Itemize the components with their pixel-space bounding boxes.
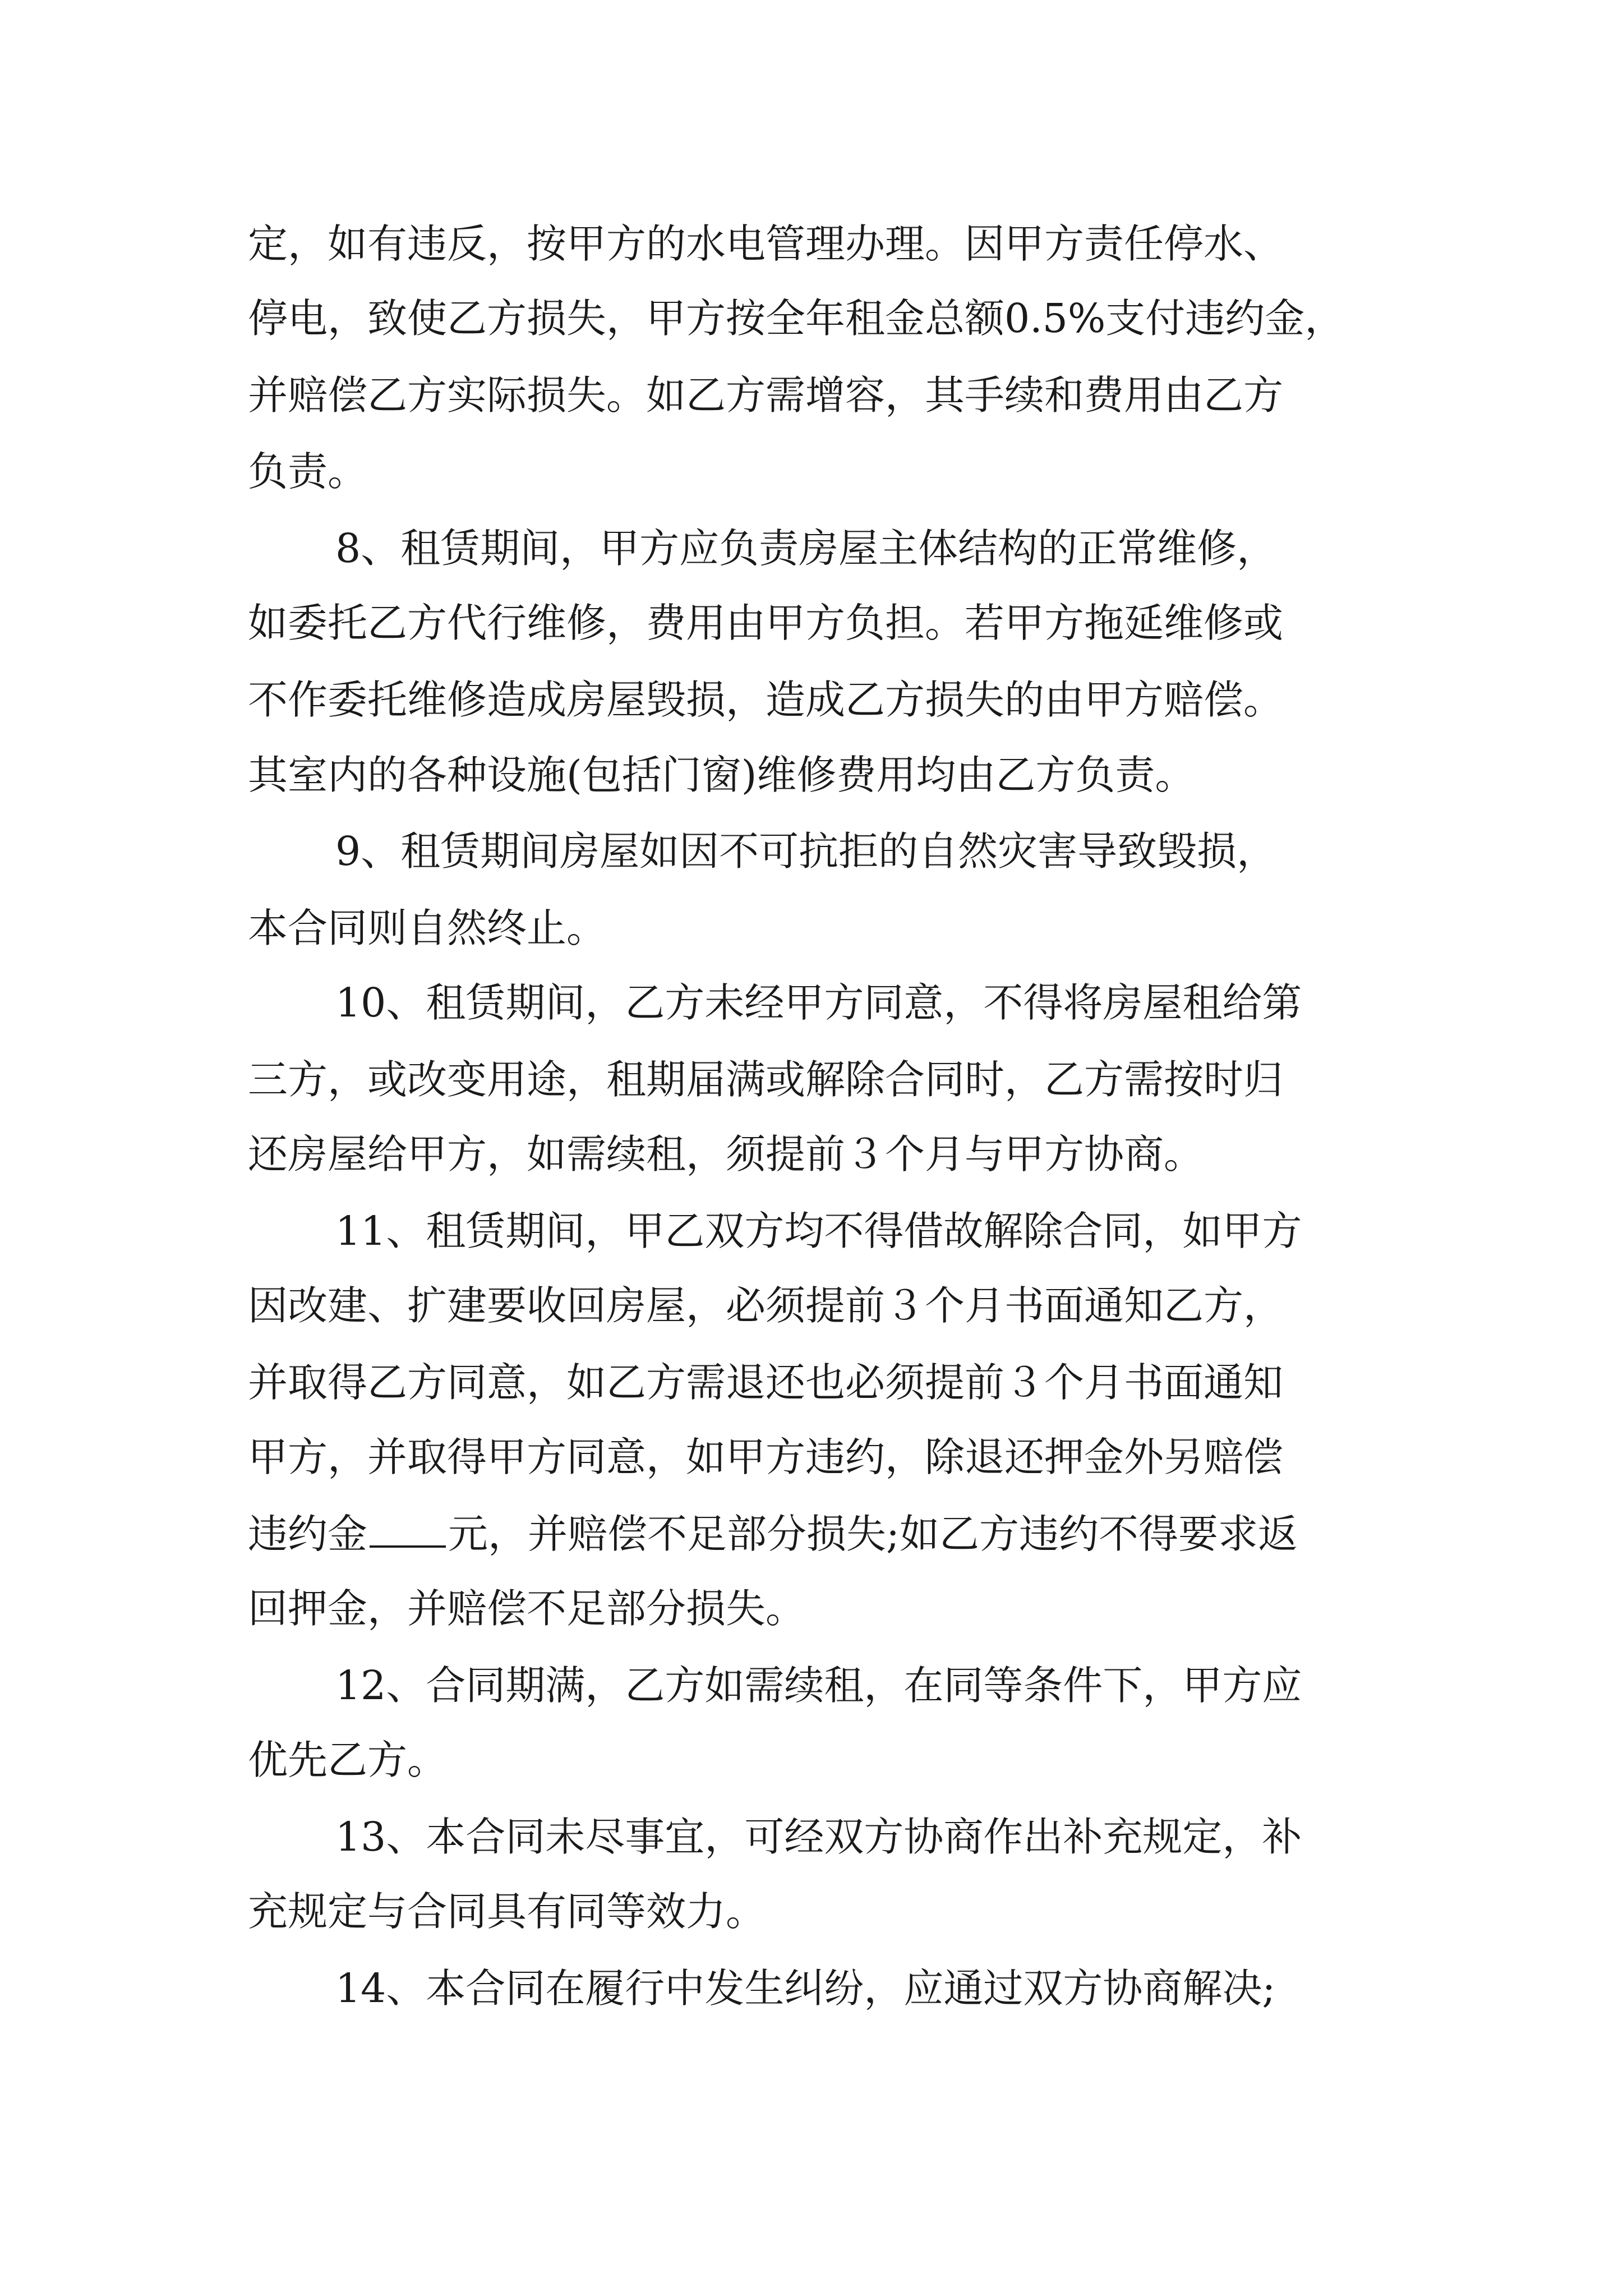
text-line: 优先乙方。	[248, 1737, 448, 1783]
text-line: 本合同则自然终止。	[248, 905, 607, 951]
text-line: 其室内的各种设施(包括门窗)维修费用均由乙方负责。	[248, 752, 1195, 798]
text-line: 充规定与合同具有同等效力。	[248, 1888, 766, 1935]
text-line: 回押金，并赔偿不足部分损失。	[248, 1585, 806, 1632]
text-line: 不作委托维修造成房屋毁损，造成乙方损失的由甲方赔偿。	[248, 677, 1284, 723]
text-segment: 违约金	[248, 1511, 368, 1557]
clause-12-first-line: 12、合同期满，乙方如需续租，在同等条件下，甲方应	[335, 1662, 1302, 1709]
clause-11-first-line: 11、租赁期间，甲乙双方均不得借故解除合同，如甲方	[335, 1208, 1302, 1254]
text-line-with-blank	[248, 1495, 1403, 1573]
text-line: 三方，或改变用途，租期届满或解除合同时，乙方需按时归	[248, 1056, 1284, 1103]
text-line: 负责。	[248, 448, 368, 495]
text-line: 定，如有违反，按甲方的水电管理办理。因甲方责任停水、	[248, 220, 1284, 267]
text-segment: 元，并赔偿不足部分损失;如乙方违约不得要求返	[448, 1511, 1298, 1557]
clause-9-first-line: 9、租赁期间房屋如因不可抗拒的自然灾害导致毁损，	[335, 828, 1277, 875]
text-line: 并赔偿乙方实际损失。如乙方需增容，其手续和费用由乙方	[248, 372, 1284, 418]
clause-14-first-line: 14、本合同在履行中发生纠纷，应通过双方协商解决;	[335, 1965, 1276, 2012]
text-line: 因改建、扩建要收回房屋，必须提前３个月书面通知乙方，	[248, 1282, 1284, 1329]
text-line: 停电，致使乙方损失，甲方按全年租金总额0.5%支付违约金，	[248, 295, 1345, 342]
fill-in-blank	[370, 1512, 446, 1548]
clause-13-first-line: 13、本合同未尽事宜，可经双方协商作出补充规定，补	[335, 1814, 1302, 1860]
clause-8-first-line: 8、租赁期间，甲方应负责房屋主体结构的正常维修，	[335, 525, 1277, 572]
text-line: 甲方，并取得甲方同意，如甲方违约，除退还押金外另赔偿	[248, 1434, 1284, 1480]
clause-10-first-line: 10、租赁期间，乙方未经甲方同意，不得将房屋租给第	[335, 979, 1302, 1026]
text-line: 并取得乙方同意，如乙方需退还也必须提前３个月书面通知	[248, 1359, 1284, 1406]
text-line: 如委托乙方代行维修，费用由甲方负担。若甲方拖延维修或	[248, 600, 1284, 646]
text-line: 还房屋给甲方，如需续租，须提前３个月与甲方协商。	[248, 1131, 1204, 1177]
